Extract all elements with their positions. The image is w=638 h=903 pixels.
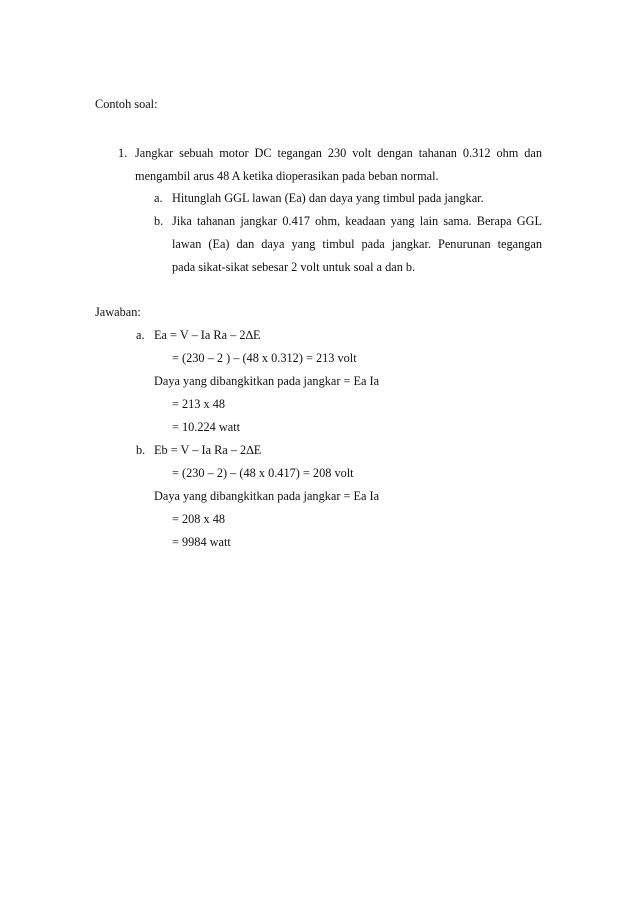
answer-a-power-label: Daya yang dibangkitkan pada jangkar = Ea Ia xyxy=(154,374,380,388)
answer-a-calculation: = (230 – 2 ) – (48 x 0.312) = 213 volt xyxy=(172,351,357,365)
problem-b-text-line-2: lawan (Ea) dan daya yang timbul pada jangkar. Penurunan tegangan xyxy=(172,237,542,251)
problem-b-text-line-1: Jika tahanan jangkar 0.417 ohm, keadaan yang lain sama. Berapa GGL xyxy=(172,214,542,228)
answer-b-calculation: = (230 – 2) – (48 x 0.417) = 208 volt xyxy=(172,466,354,480)
problem-b-text-line-3: pada sikat-sikat sebesar 2 volt untuk soal a dan b. xyxy=(172,260,416,274)
answer-b-formula: Eb = V – Ia Ra – 2∆E xyxy=(154,443,262,457)
problem-a-text: Hitunglah GGL lawan (Ea) dan daya yang timbul pada jangkar. xyxy=(172,191,484,205)
problem-number: 1. xyxy=(118,146,128,160)
answer-b-power-result: = 9984 watt xyxy=(172,535,231,549)
answer-b-marker: b. xyxy=(136,443,146,457)
answer-a-formula: Ea = V – Ia Ra – 2∆E xyxy=(154,328,261,342)
section-heading-answer: Jawaban: xyxy=(95,305,141,319)
answer-b-power-label: Daya yang dibangkitkan pada jangkar = Ea Ia xyxy=(154,489,380,503)
answer-a-marker: a. xyxy=(136,328,145,342)
section-heading-example: Contoh soal: xyxy=(95,97,158,111)
problem-text-line-2: mengambil arus 48 A ketika dioperasikan pada beban normal. xyxy=(135,169,439,183)
problem-b-marker: b. xyxy=(154,214,164,228)
answer-b-power-calculation: = 208 x 48 xyxy=(172,512,226,526)
answer-a-power-result: = 10.224 watt xyxy=(172,420,241,434)
answer-a-power-calculation: = 213 x 48 xyxy=(172,397,226,411)
problem-a-marker: a. xyxy=(154,191,163,205)
problem-text-line-1: Jangkar sebuah motor DC tegangan 230 volt dengan tahanan 0.312 ohm dan xyxy=(135,146,542,160)
